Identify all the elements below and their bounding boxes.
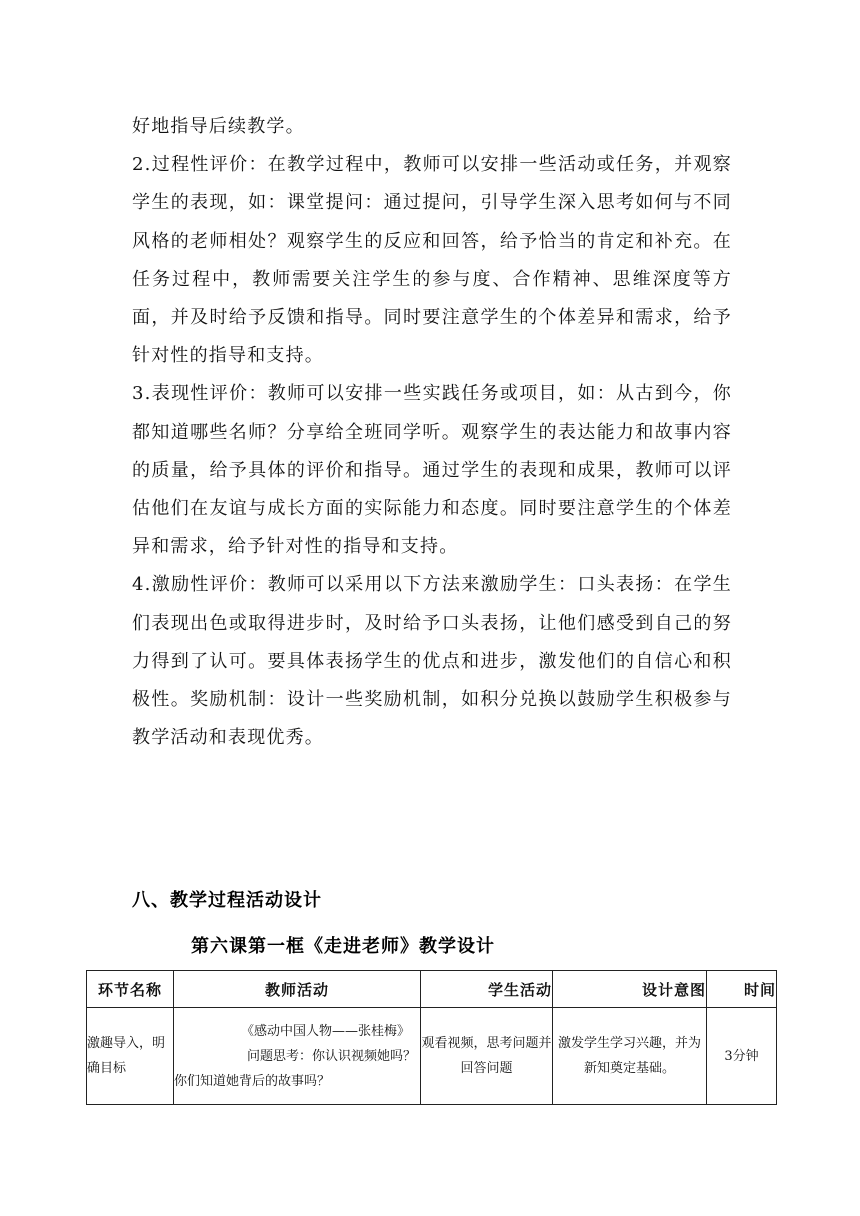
table-row — [87, 1008, 777, 1105]
header-teacher-activity: 教师活动 — [174, 971, 421, 1008]
teacher-line: 问题思考：你认识视频她吗？ — [246, 1048, 416, 1064]
teacher-line: 你们知道她背后的故事吗？ — [174, 1073, 331, 1089]
header-time: 时间 — [707, 971, 777, 1008]
table-header-row — [87, 971, 777, 1008]
header-design-intent: 设计意图 — [553, 971, 707, 1008]
teacher-line: 《感动中国人物——张桂梅》 — [240, 1023, 410, 1039]
lesson-plan-table — [86, 970, 777, 1105]
header-student-activity: 学生活动 — [421, 971, 553, 1008]
paragraph-performance-evaluation: 3.表现性评价：教师可以安排一些实践任务或项目，如：从古到今，你都知道哪些名师？分享给全班同学听。观察学生的表达能力和故事内容的质量，给予具体的评价和指导。通过学生的表现和成果，教师可以评估他们在友谊与成长方面的实际能力和态度。同时要注意学生的个体差异和需求，给予针对性的指导和支持。 — [132, 383, 732, 558]
cell-student-activity: 观看视频，思考问题并回答问题 — [421, 1008, 553, 1105]
cell-design-intent: 激发学生学习兴趣，并为新知奠定基础。 — [553, 1008, 707, 1105]
table-title: 第六课第一框《走进老师》教学设计 — [191, 936, 495, 957]
cell-time: 3分钟 — [707, 1008, 777, 1105]
header-stage: 环节名称 — [87, 971, 174, 1008]
paragraph-continuation: 好地指导后续教学。 — [132, 116, 305, 137]
section-heading: 八、教学过程活动设计 — [132, 890, 322, 911]
body-text — [132, 108, 732, 757]
cell-teacher-activity — [174, 1008, 421, 1105]
cell-stage: 激趣导入，明确目标 — [87, 1008, 174, 1105]
paragraph-incentive-evaluation: 4.激励性评价：教师可以采用以下方法来激励学生：口头表扬：在学生们表现出色或取得进步时，及时给予口头表扬，让他们感受到自己的努力得到了认可。要具体表扬学生的优点和进步，激发他们的自信心和积极性。奖励机制：设计一些奖励机制，如积分兑换以鼓励学生积极参与教学活动和表现优秀。 — [132, 574, 732, 749]
paragraph-process-evaluation: 2.过程性评价：在教学过程中，教师可以安排一些活动或任务，并观察学生的表现，如：课堂提问：通过提问，引导学生深入思考如何与不同风格的老师相处？观察学生的反应和回答，给予恰当的肯定和补充。在任务过程中，教师需要关注学生的参与度、合作精神、思维深度等方面，并及时给予反馈和指导。同时要注意学生的个体差异和需求，给予针对性的指导和支持。 — [132, 154, 732, 367]
